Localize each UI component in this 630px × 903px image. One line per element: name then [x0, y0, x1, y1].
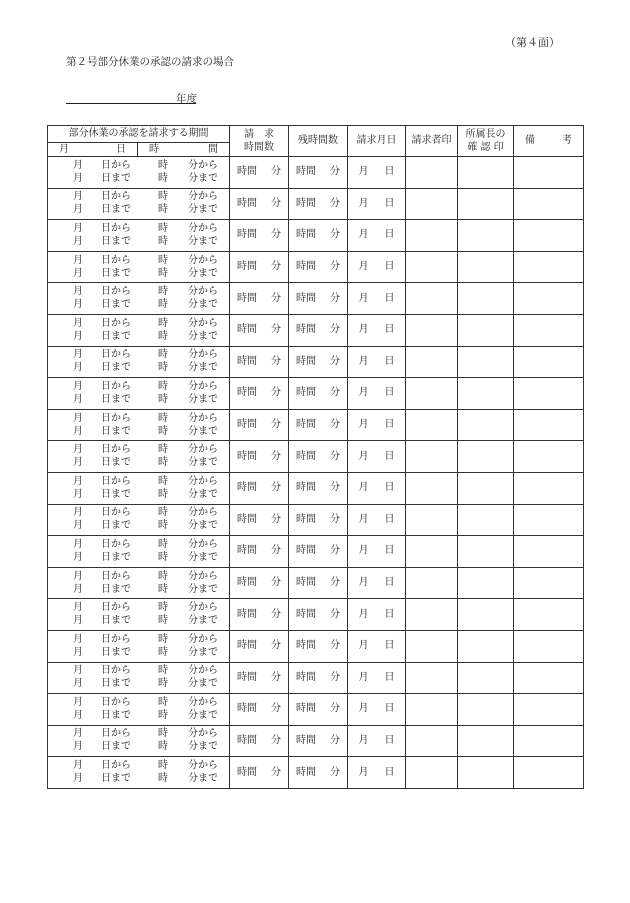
chief-seal-cell[interactable] — [458, 409, 514, 441]
year-label: 年度 — [176, 93, 197, 105]
remaining-hours-cell[interactable]: 時間 分 — [289, 694, 348, 726]
table-row — [48, 472, 584, 504]
request-hours-cell[interactable]: 時間 分 — [230, 694, 289, 726]
header-remarks: 備 考 — [514, 126, 584, 157]
table-row — [48, 378, 584, 410]
header-chief-seal: 所属長の 確 認 印 — [458, 126, 514, 157]
remaining-hours-cell[interactable]: 時間 分 — [289, 378, 348, 410]
requester-seal-cell[interactable] — [406, 536, 458, 568]
remarks-cell[interactable] — [514, 409, 584, 441]
chief-seal-cell[interactable] — [458, 441, 514, 473]
request-date-cell[interactable]: 月 日 — [348, 567, 406, 599]
period-cell[interactable]: 月 日から 時 分から 月 日まで 時 分まで — [48, 346, 230, 378]
remarks-cell[interactable] — [514, 472, 584, 504]
requester-seal-cell[interactable] — [406, 567, 458, 599]
table-row — [48, 283, 584, 315]
header-request-hours: 請 求 時間数 — [230, 126, 289, 157]
chief-seal-cell[interactable] — [458, 251, 514, 283]
table-row — [48, 220, 584, 252]
period-cell[interactable]: 月 日から 時 分から 月 日まで 時 分まで — [48, 220, 230, 252]
requester-seal-cell[interactable] — [406, 157, 458, 189]
request-hours-cell[interactable]: 時間 分 — [230, 725, 289, 757]
table-row — [48, 346, 584, 378]
requester-seal-cell[interactable] — [406, 472, 458, 504]
period-cell[interactable]: 月 日から 時 分から 月 日まで 時 分まで — [48, 314, 230, 346]
request-date-cell[interactable]: 月 日 — [348, 725, 406, 757]
remaining-hours-cell[interactable]: 時間 分 — [289, 662, 348, 694]
remaining-hours-cell[interactable]: 時間 分 — [289, 409, 348, 441]
remarks-cell[interactable] — [514, 725, 584, 757]
period-cell[interactable]: 月 日から 時 分から 月 日まで 時 分まで — [48, 757, 230, 789]
period-cell[interactable]: 月 日から 時 分から 月 日まで 時 分まで — [48, 567, 230, 599]
chief-seal-cell[interactable] — [458, 504, 514, 536]
remaining-hours-cell[interactable]: 時間 分 — [289, 346, 348, 378]
request-date-cell[interactable]: 月 日 — [348, 599, 406, 631]
remarks-cell[interactable] — [514, 378, 584, 410]
request-hours-cell[interactable]: 時間 分 — [230, 409, 289, 441]
request-date-cell[interactable]: 月 日 — [348, 536, 406, 568]
chief-seal-cell[interactable] — [458, 157, 514, 189]
requester-seal-cell[interactable] — [406, 188, 458, 220]
chief-seal-cell[interactable] — [458, 378, 514, 410]
remarks-cell[interactable] — [514, 314, 584, 346]
requester-seal-cell[interactable] — [406, 599, 458, 631]
request-date-cell[interactable]: 月 日 — [348, 378, 406, 410]
remarks-cell[interactable] — [514, 694, 584, 726]
remarks-cell[interactable] — [514, 346, 584, 378]
period-cell[interactable]: 月 日から 時 分から 月 日まで 時 分まで — [48, 378, 230, 410]
remarks-cell[interactable] — [514, 220, 584, 252]
chief-seal-cell[interactable] — [458, 472, 514, 504]
request-hours-cell[interactable]: 時間 分 — [230, 188, 289, 220]
table-row — [48, 567, 584, 599]
chief-seal-cell[interactable] — [458, 662, 514, 694]
table-row — [48, 441, 584, 473]
chief-seal-cell[interactable] — [458, 599, 514, 631]
chief-seal-cell[interactable] — [458, 694, 514, 726]
remaining-hours-cell[interactable]: 時間 分 — [289, 536, 348, 568]
requester-seal-cell[interactable] — [406, 346, 458, 378]
remarks-cell[interactable] — [514, 188, 584, 220]
remaining-hours-cell[interactable]: 時間 分 — [289, 630, 348, 662]
table-row — [48, 599, 584, 631]
period-cell[interactable]: 月 日から 時 分から 月 日まで 時 分まで — [48, 157, 230, 189]
chief-seal-cell[interactable] — [458, 283, 514, 315]
period-cell[interactable]: 月 日から 時 分から 月 日まで 時 分まで — [48, 472, 230, 504]
requester-seal-cell[interactable] — [406, 283, 458, 315]
remarks-cell[interactable] — [514, 441, 584, 473]
table-row — [48, 251, 584, 283]
request-date-cell[interactable]: 月 日 — [348, 694, 406, 726]
requester-seal-cell[interactable] — [406, 314, 458, 346]
period-cell[interactable]: 月 日から 時 分から 月 日まで 時 分まで — [48, 599, 230, 631]
request-hours-cell[interactable]: 時間 分 — [230, 251, 289, 283]
request-hours-cell[interactable]: 時間 分 — [230, 314, 289, 346]
request-hours-cell[interactable]: 時間 分 — [230, 599, 289, 631]
requester-seal-cell[interactable] — [406, 251, 458, 283]
request-hours-cell[interactable]: 時間 分 — [230, 283, 289, 315]
header-requester-seal: 請求者印 — [406, 126, 458, 157]
remarks-cell[interactable] — [514, 630, 584, 662]
chief-seal-cell[interactable] — [458, 630, 514, 662]
requester-seal-cell[interactable] — [406, 378, 458, 410]
requester-seal-cell[interactable] — [406, 504, 458, 536]
remarks-cell[interactable] — [514, 757, 584, 789]
requester-seal-cell[interactable] — [406, 694, 458, 726]
table-row — [48, 662, 584, 694]
request-date-cell[interactable]: 月 日 — [348, 662, 406, 694]
request-hours-cell[interactable]: 時間 分 — [230, 630, 289, 662]
table-row — [48, 188, 584, 220]
request-date-cell[interactable]: 月 日 — [348, 157, 406, 189]
chief-seal-cell[interactable] — [458, 757, 514, 789]
request-hours-cell[interactable]: 時間 分 — [230, 346, 289, 378]
remarks-cell[interactable] — [514, 662, 584, 694]
request-hours-cell[interactable]: 時間 分 — [230, 536, 289, 568]
request-hours-cell[interactable]: 時間 分 — [230, 662, 289, 694]
requester-seal-cell[interactable] — [406, 725, 458, 757]
table-row — [48, 725, 584, 757]
remaining-hours-cell[interactable]: 時間 分 — [289, 472, 348, 504]
request-date-cell[interactable]: 月 日 — [348, 441, 406, 473]
remaining-hours-cell[interactable]: 時間 分 — [289, 504, 348, 536]
chief-seal-cell[interactable] — [458, 188, 514, 220]
header-month-day: 月 日 — [48, 143, 138, 157]
remaining-hours-cell[interactable]: 時間 分 — [289, 599, 348, 631]
chief-seal-cell[interactable] — [458, 725, 514, 757]
requester-seal-cell[interactable] — [406, 630, 458, 662]
period-cell[interactable]: 月 日から 時 分から 月 日まで 時 分まで — [48, 725, 230, 757]
period-cell[interactable]: 月 日から 時 分から 月 日まで 時 分まで — [48, 188, 230, 220]
header-hours-between: 時 間 — [138, 143, 230, 157]
period-cell[interactable]: 月 日から 時 分から 月 日まで 時 分まで — [48, 251, 230, 283]
request-date-cell[interactable]: 月 日 — [348, 188, 406, 220]
request-hours-cell[interactable]: 時間 分 — [230, 472, 289, 504]
header-request-date: 請求月日 — [348, 126, 406, 157]
remaining-hours-cell[interactable]: 時間 分 — [289, 188, 348, 220]
remarks-cell[interactable] — [514, 504, 584, 536]
remaining-hours-cell[interactable]: 時間 分 — [289, 283, 348, 315]
chief-seal-cell[interactable] — [458, 567, 514, 599]
table-row — [48, 314, 584, 346]
request-hours-cell[interactable]: 時間 分 — [230, 504, 289, 536]
remarks-cell[interactable] — [514, 251, 584, 283]
request-hours-cell[interactable]: 時間 分 — [230, 157, 289, 189]
remarks-cell[interactable] — [514, 157, 584, 189]
remaining-hours-cell[interactable]: 時間 分 — [289, 220, 348, 252]
period-cell[interactable]: 月 日から 時 分から 月 日まで 時 分まで — [48, 409, 230, 441]
remaining-hours-cell[interactable]: 時間 分 — [289, 314, 348, 346]
chief-seal-cell[interactable] — [458, 346, 514, 378]
request-hours-cell[interactable]: 時間 分 — [230, 378, 289, 410]
chief-seal-cell[interactable] — [458, 536, 514, 568]
remaining-hours-cell[interactable]: 時間 分 — [289, 441, 348, 473]
requester-seal-cell[interactable] — [406, 441, 458, 473]
remarks-cell[interactable] — [514, 283, 584, 315]
remaining-hours-cell[interactable]: 時間 分 — [289, 251, 348, 283]
remaining-hours-cell[interactable]: 時間 分 — [289, 567, 348, 599]
request-date-cell[interactable]: 月 日 — [348, 314, 406, 346]
requester-seal-cell[interactable] — [406, 409, 458, 441]
request-date-cell[interactable]: 月 日 — [348, 504, 406, 536]
request-date-cell[interactable]: 月 日 — [348, 409, 406, 441]
remaining-hours-cell[interactable]: 時間 分 — [289, 725, 348, 757]
header-remaining-hours: 残時間数 — [289, 126, 348, 157]
remarks-cell[interactable] — [514, 536, 584, 568]
request-hours-cell[interactable]: 時間 分 — [230, 441, 289, 473]
table-row — [48, 694, 584, 726]
request-date-cell[interactable]: 月 日 — [348, 283, 406, 315]
table-row — [48, 630, 584, 662]
remarks-cell[interactable] — [514, 599, 584, 631]
requester-seal-cell[interactable] — [406, 757, 458, 789]
remarks-cell[interactable] — [514, 567, 584, 599]
request-date-cell[interactable]: 月 日 — [348, 220, 406, 252]
period-cell[interactable]: 月 日から 時 分から 月 日まで 時 分まで — [48, 504, 230, 536]
table-row — [48, 157, 584, 189]
remaining-hours-cell[interactable]: 時間 分 — [289, 157, 348, 189]
table-row — [48, 409, 584, 441]
request-hours-cell[interactable]: 時間 分 — [230, 757, 289, 789]
request-date-cell[interactable]: 月 日 — [348, 757, 406, 789]
period-cell[interactable]: 月 日から 時 分から 月 日まで 時 分まで — [48, 662, 230, 694]
request-date-cell[interactable]: 月 日 — [348, 630, 406, 662]
request-date-cell[interactable]: 月 日 — [348, 472, 406, 504]
chief-seal-cell[interactable] — [458, 314, 514, 346]
period-cell[interactable]: 月 日から 時 分から 月 日まで 時 分まで — [48, 694, 230, 726]
table-row — [48, 504, 584, 536]
table-row — [48, 757, 584, 789]
period-cell[interactable]: 月 日から 時 分から 月 日まで 時 分まで — [48, 441, 230, 473]
period-cell[interactable]: 月 日から 時 分から 月 日まで 時 分まで — [48, 536, 230, 568]
remaining-hours-cell[interactable]: 時間 分 — [289, 757, 348, 789]
requester-seal-cell[interactable] — [406, 220, 458, 252]
requester-seal-cell[interactable] — [406, 662, 458, 694]
request-table — [47, 125, 584, 789]
header-period: 部分休業の承認を請求する期間 — [48, 126, 230, 143]
table-row — [48, 536, 584, 568]
request-hours-cell[interactable]: 時間 分 — [230, 220, 289, 252]
chief-seal-cell[interactable] — [458, 220, 514, 252]
form-title: 第２号部分休業の承認の請求の場合 — [66, 56, 234, 68]
page-number: （第４面） — [505, 36, 560, 49]
period-cell[interactable]: 月 日から 時 分から 月 日まで 時 分まで — [48, 630, 230, 662]
request-hours-cell[interactable]: 時間 分 — [230, 567, 289, 599]
request-date-cell[interactable]: 月 日 — [348, 346, 406, 378]
request-date-cell[interactable]: 月 日 — [348, 251, 406, 283]
period-cell[interactable]: 月 日から 時 分から 月 日まで 時 分まで — [48, 283, 230, 315]
